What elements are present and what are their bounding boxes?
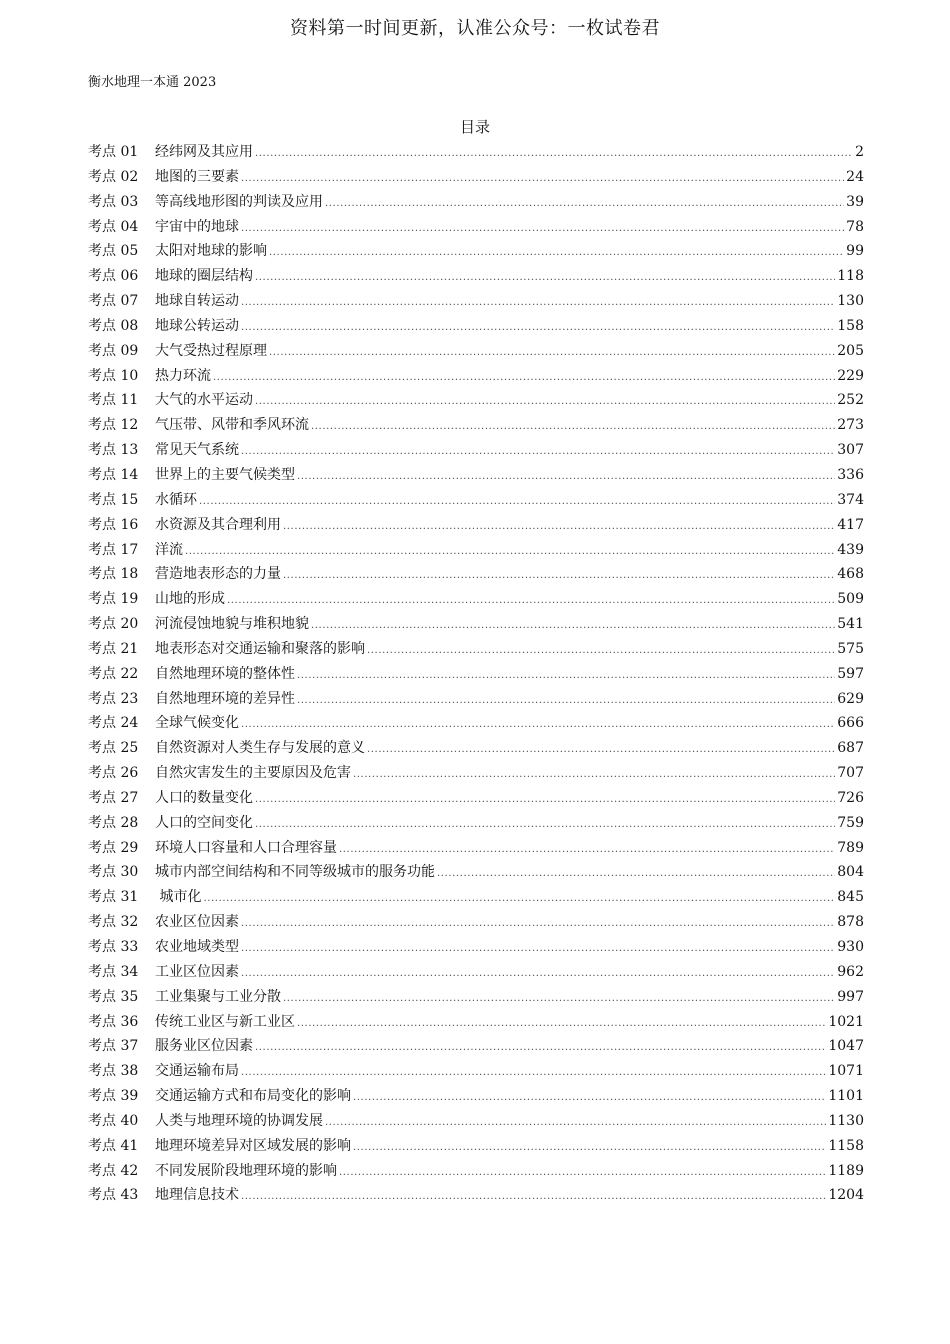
toc-entry-label: 考点 20 [88, 616, 139, 633]
toc-dot-leader [255, 1036, 826, 1061]
toc-entry-title: 大气受热过程原理 [155, 342, 267, 359]
toc-entry[interactable] [88, 264, 864, 289]
toc-entry-page-number: 597 [837, 665, 864, 682]
toc-entry-label: 考点 18 [88, 566, 139, 583]
toc-entry-page-number: 24 [846, 168, 864, 185]
toc-entry-title: 地球自转运动 [155, 293, 239, 310]
toc-entry-page-number: 1204 [828, 1187, 864, 1204]
toc-entry[interactable] [88, 314, 864, 339]
toc-entry-label: 考点 27 [88, 789, 139, 806]
toc-entry-label: 考点 38 [88, 1063, 139, 1080]
toc-entry-page-number: 252 [837, 392, 864, 409]
toc-entry[interactable] [88, 885, 864, 910]
toc-entry[interactable] [88, 1059, 864, 1084]
toc-entry[interactable] [88, 637, 864, 662]
toc-dot-leader [283, 515, 835, 540]
toc-entry[interactable] [88, 587, 864, 612]
toc-dot-leader [353, 763, 835, 788]
toc-entry[interactable] [88, 836, 864, 861]
toc-dot-leader [241, 912, 835, 937]
toc-entry-label: 考点 40 [88, 1112, 139, 1129]
toc-dot-leader [269, 341, 835, 366]
toc-dot-leader [241, 316, 835, 341]
toc-entry-label: 考点 22 [88, 665, 139, 682]
toc-entry-title: 地表形态对交通运输和聚落的影响 [155, 640, 365, 657]
toc-entry-label: 考点 25 [88, 740, 139, 757]
toc-entry-page-number: 130 [837, 293, 864, 310]
toc-entry-page-number: 336 [837, 466, 864, 483]
toc-entry-page-number: 417 [837, 516, 864, 533]
toc-entry[interactable] [88, 1010, 864, 1035]
toc-entry-title: 河流侵蚀地貌与堆积地貌 [155, 616, 309, 633]
toc-entry-page-number: 439 [837, 541, 864, 558]
toc-entry[interactable] [88, 935, 864, 960]
toc-entry-page-number: 468 [837, 566, 864, 583]
toc-dot-leader [325, 192, 844, 217]
toc-entry[interactable] [88, 612, 864, 637]
toc-entry-title: 常见天气系统 [155, 442, 239, 459]
toc-entry-title: 工业区位因素 [155, 963, 239, 980]
toc-dot-leader [199, 490, 835, 515]
toc-dot-leader [241, 937, 835, 962]
toc-entry-page-number: 759 [837, 814, 864, 831]
toc-entry-page-number: 789 [837, 839, 864, 856]
toc-dot-leader [437, 862, 835, 887]
toc-entry-label: 考点 04 [88, 218, 139, 235]
toc-entry-title: 交通运输布局 [155, 1063, 239, 1080]
toc-entry-page-number: 205 [837, 342, 864, 359]
toc-entry[interactable] [88, 1134, 864, 1159]
toc-entry-label: 考点 43 [88, 1187, 139, 1204]
toc-entry-page-number: 687 [837, 740, 864, 757]
toc-entry-page-number: 1071 [828, 1063, 864, 1080]
toc-entry[interactable] [88, 860, 864, 885]
toc-entry-title: 传统工业区与新工业区 [155, 1013, 295, 1030]
toc-entry-page-number: 118 [837, 268, 864, 285]
toc-dot-leader [241, 713, 835, 738]
toc-entry-label: 考点 08 [88, 317, 139, 334]
toc-entry-title: 人类与地理环境的协调发展 [155, 1112, 323, 1129]
toc-entry-page-number: 707 [837, 765, 864, 782]
toc-entry[interactable] [88, 289, 864, 314]
toc-dot-leader [241, 1185, 826, 1210]
toc-entry-title: 地理环境差异对区域发展的影响 [155, 1137, 351, 1154]
toc-entry-title: 水循环 [155, 491, 197, 508]
toc-dot-leader [203, 887, 835, 912]
toc-entry-title: 人口的数量变化 [155, 789, 253, 806]
toc-entry-label: 考点 03 [88, 193, 139, 210]
toc-entry-title: 服务业区位因素 [155, 1038, 253, 1055]
toc-entry[interactable] [88, 140, 864, 165]
toc-dot-leader [367, 738, 835, 763]
toc-entry-title: 洋流 [155, 541, 183, 558]
toc-entry[interactable] [88, 364, 864, 389]
toc-entry-page-number: 1021 [828, 1013, 864, 1030]
toc-entry-page-number: 629 [837, 690, 864, 707]
toc-entry-title: 热力环流 [155, 367, 211, 384]
toc-entry-page-number: 1158 [828, 1137, 864, 1154]
toc-entry-label: 考点 01 [88, 144, 139, 160]
toc-entry-page-number: 2 [855, 144, 864, 160]
toc-entry-label: 考点 14 [88, 466, 139, 483]
toc-entry-label: 考点 09 [88, 342, 139, 359]
toc-entry-page-number: 878 [837, 914, 864, 931]
toc-entry[interactable] [88, 239, 864, 264]
toc-entry-label: 考点 36 [88, 1013, 139, 1030]
toc-entry-title: 环境人口容量和人口合理容量 [155, 839, 337, 856]
toc-dot-leader [283, 564, 835, 589]
toc-entry-title: 营造地表形态的力量 [155, 566, 281, 583]
toc-entry-title: 农业区位因素 [155, 914, 239, 931]
toc-entry-label: 考点 31 [88, 889, 139, 906]
toc-entry[interactable] [88, 662, 864, 687]
toc-dot-leader [353, 1136, 826, 1161]
toc-entry-title: 地球的圈层结构 [155, 268, 253, 285]
toc-entry-label: 考点 21 [88, 640, 139, 657]
toc-dot-leader [297, 664, 835, 689]
toc-entry[interactable] [88, 687, 864, 712]
toc-entry-label: 考点 42 [88, 1162, 139, 1179]
toc-entry-label: 考点 24 [88, 715, 139, 732]
toc-dot-leader [269, 241, 844, 266]
toc-entry-page-number: 158 [837, 317, 864, 334]
toc-entry-label: 考点 28 [88, 814, 139, 831]
toc-entry-page-number: 229 [837, 367, 864, 384]
toc-entry-title: 世界上的主要气候类型 [155, 466, 295, 483]
toc-entry[interactable] [88, 388, 864, 413]
toc-entry[interactable] [88, 960, 864, 985]
toc-entry-title: 人口的空间变化 [155, 814, 253, 831]
toc-dot-leader [213, 366, 835, 391]
toc-dot-leader [241, 1061, 826, 1086]
toc-dot-leader [255, 788, 835, 813]
toc-entry[interactable] [88, 165, 864, 190]
toc-entry-page-number: 509 [837, 591, 864, 608]
toc-dot-leader [283, 987, 835, 1012]
toc-entry-page-number: 99 [846, 243, 864, 260]
toc-entry[interactable] [88, 1183, 864, 1208]
toc-entry-label: 考点 05 [88, 243, 139, 260]
toc-dot-leader [255, 390, 835, 415]
toc-entry-title: 自然资源对人类生存与发展的意义 [155, 740, 365, 757]
toc-dot-leader [255, 813, 835, 838]
toc-dot-leader [297, 1012, 826, 1037]
toc-dot-leader [339, 1161, 826, 1186]
toc-dot-leader [185, 540, 835, 565]
toc-entry-label: 考点 11 [88, 392, 139, 409]
toc-dot-leader [255, 142, 853, 167]
toc-entry-label: 考点 41 [88, 1137, 139, 1154]
toc-entry-page-number: 78 [846, 218, 864, 235]
toc-entry[interactable] [88, 736, 864, 761]
toc-entry-label: 考点 10 [88, 367, 139, 384]
toc-entry-page-number: 39 [846, 193, 864, 210]
toc-entry-label: 考点 12 [88, 417, 139, 434]
toc-entry-title: 经纬网及其应用 [155, 144, 253, 160]
toc-entry-page-number: 726 [837, 789, 864, 806]
toc-entry-title: 水资源及其合理利用 [155, 516, 281, 533]
toc-dot-leader [353, 1086, 826, 1111]
toc-entry-title: 等高线地形图的判读及应用 [155, 193, 323, 210]
toc-entry-title: 城市化 [155, 889, 202, 906]
toc-entry[interactable] [88, 463, 864, 488]
toc-entry-page-number: 930 [837, 939, 864, 955]
toc-entry-label: 考点 29 [88, 839, 139, 856]
toc-title: 目录 [459, 118, 490, 136]
toc-entry-page-number: 1189 [828, 1162, 864, 1179]
toc-entry-page-number: 1047 [828, 1038, 864, 1055]
toc-entry-label: 考点 16 [88, 516, 139, 533]
toc-entry-title: 地图的三要素 [155, 168, 239, 185]
toc-entry-page-number: 273 [837, 417, 864, 434]
toc-entry[interactable] [88, 1159, 864, 1184]
toc-entry[interactable] [88, 488, 864, 513]
toc-entry-label: 考点 17 [88, 541, 139, 558]
toc-dot-leader [325, 1111, 826, 1136]
toc-entry-title: 自然灾害发生的主要原因及危害 [155, 765, 351, 782]
toc-entry[interactable] [88, 190, 864, 215]
toc-dot-leader [241, 440, 835, 465]
toc-dot-leader [241, 962, 835, 987]
toc-entry-label: 考点 02 [88, 168, 139, 185]
toc-entry-label: 考点 13 [88, 442, 139, 459]
toc-entry-label: 考点 30 [88, 864, 139, 881]
toc-entry-title: 不同发展阶段地理环境的影响 [155, 1162, 337, 1179]
top-banner: 资料第一时间更新，认准公众号：一枚试卷君 [290, 18, 660, 39]
toc-entry[interactable] [88, 811, 864, 836]
toc-entry[interactable] [88, 215, 864, 240]
toc-dot-leader [367, 639, 835, 664]
toc-entry-title: 农业地域类型 [155, 939, 239, 955]
toc-entry-page-number: 804 [837, 864, 864, 881]
toc-entry[interactable] [88, 761, 864, 786]
toc-entry-label: 考点 06 [88, 268, 139, 285]
toc-dot-leader [311, 614, 835, 639]
toc-dot-leader [311, 415, 835, 440]
toc-entry-label: 考点 35 [88, 988, 139, 1005]
toc-dot-leader [241, 217, 844, 242]
toc-entry-page-number: 374 [837, 491, 864, 508]
toc-dot-leader [339, 838, 835, 863]
toc-dot-leader [297, 689, 835, 714]
toc-entry-title: 地球公转运动 [155, 317, 239, 334]
toc-dot-leader [297, 465, 835, 490]
toc-entry-label: 考点 26 [88, 765, 139, 782]
toc-entry-label: 考点 15 [88, 491, 139, 508]
toc-entry[interactable] [88, 786, 864, 811]
toc-entry-page-number: 575 [837, 640, 864, 657]
toc-entry-title: 城市内部空间结构和不同等级城市的服务功能 [155, 864, 435, 881]
toc-dot-leader [255, 266, 835, 291]
toc-entry-title: 太阳对地球的影响 [155, 243, 267, 260]
toc-entry-label: 考点 07 [88, 293, 139, 310]
toc-entry-label: 考点 33 [88, 939, 139, 955]
toc-entry-title: 工业集聚与工业分散 [155, 988, 281, 1005]
table-of-contents [88, 140, 864, 1208]
toc-entry-label: 考点 37 [88, 1038, 139, 1055]
toc-entry[interactable] [88, 711, 864, 736]
toc-entry[interactable] [88, 438, 864, 463]
toc-entry-page-number: 845 [837, 889, 864, 906]
toc-entry[interactable] [88, 538, 864, 563]
toc-entry-label: 考点 34 [88, 963, 139, 980]
toc-entry-title: 自然地理环境的差异性 [155, 690, 295, 707]
toc-entry-title: 自然地理环境的整体性 [155, 665, 295, 682]
toc-entry[interactable] [88, 910, 864, 935]
toc-entry[interactable] [88, 1084, 864, 1109]
toc-entry-label: 考点 23 [88, 690, 139, 707]
toc-entry-page-number: 997 [837, 988, 864, 1005]
toc-dot-leader [241, 291, 835, 316]
toc-dot-leader [227, 589, 835, 614]
toc-entry-title: 全球气候变化 [155, 715, 239, 732]
toc-entry[interactable] [88, 413, 864, 438]
toc-entry-title: 地理信息技术 [155, 1187, 239, 1204]
toc-entry-page-number: 307 [837, 442, 864, 459]
toc-entry-title: 气压带、风带和季风环流 [155, 417, 309, 434]
toc-entry-title: 交通运输方式和布局变化的影响 [155, 1088, 351, 1105]
toc-entry[interactable] [88, 985, 864, 1010]
toc-entry-label: 考点 39 [88, 1088, 139, 1105]
toc-entry-page-number: 541 [837, 616, 864, 633]
toc-entry-page-number: 666 [837, 715, 864, 732]
document-header-title: 衡水地理一本通 2023 [88, 75, 217, 90]
toc-entry-page-number: 962 [837, 963, 864, 980]
toc-entry[interactable] [88, 339, 864, 364]
toc-entry[interactable] [88, 562, 864, 587]
toc-entry[interactable] [88, 1034, 864, 1059]
toc-entry[interactable] [88, 1109, 864, 1134]
toc-entry[interactable] [88, 513, 864, 538]
toc-entry-page-number: 1130 [828, 1112, 864, 1129]
toc-entry-label: 考点 32 [88, 914, 139, 931]
toc-entry-page-number: 1101 [828, 1088, 864, 1105]
toc-entry-title: 山地的形成 [155, 591, 225, 608]
toc-entry-title: 大气的水平运动 [155, 392, 253, 409]
toc-dot-leader [241, 167, 844, 192]
toc-entry-title: 宇宙中的地球 [155, 218, 239, 235]
toc-entry-label: 考点 19 [88, 591, 139, 608]
